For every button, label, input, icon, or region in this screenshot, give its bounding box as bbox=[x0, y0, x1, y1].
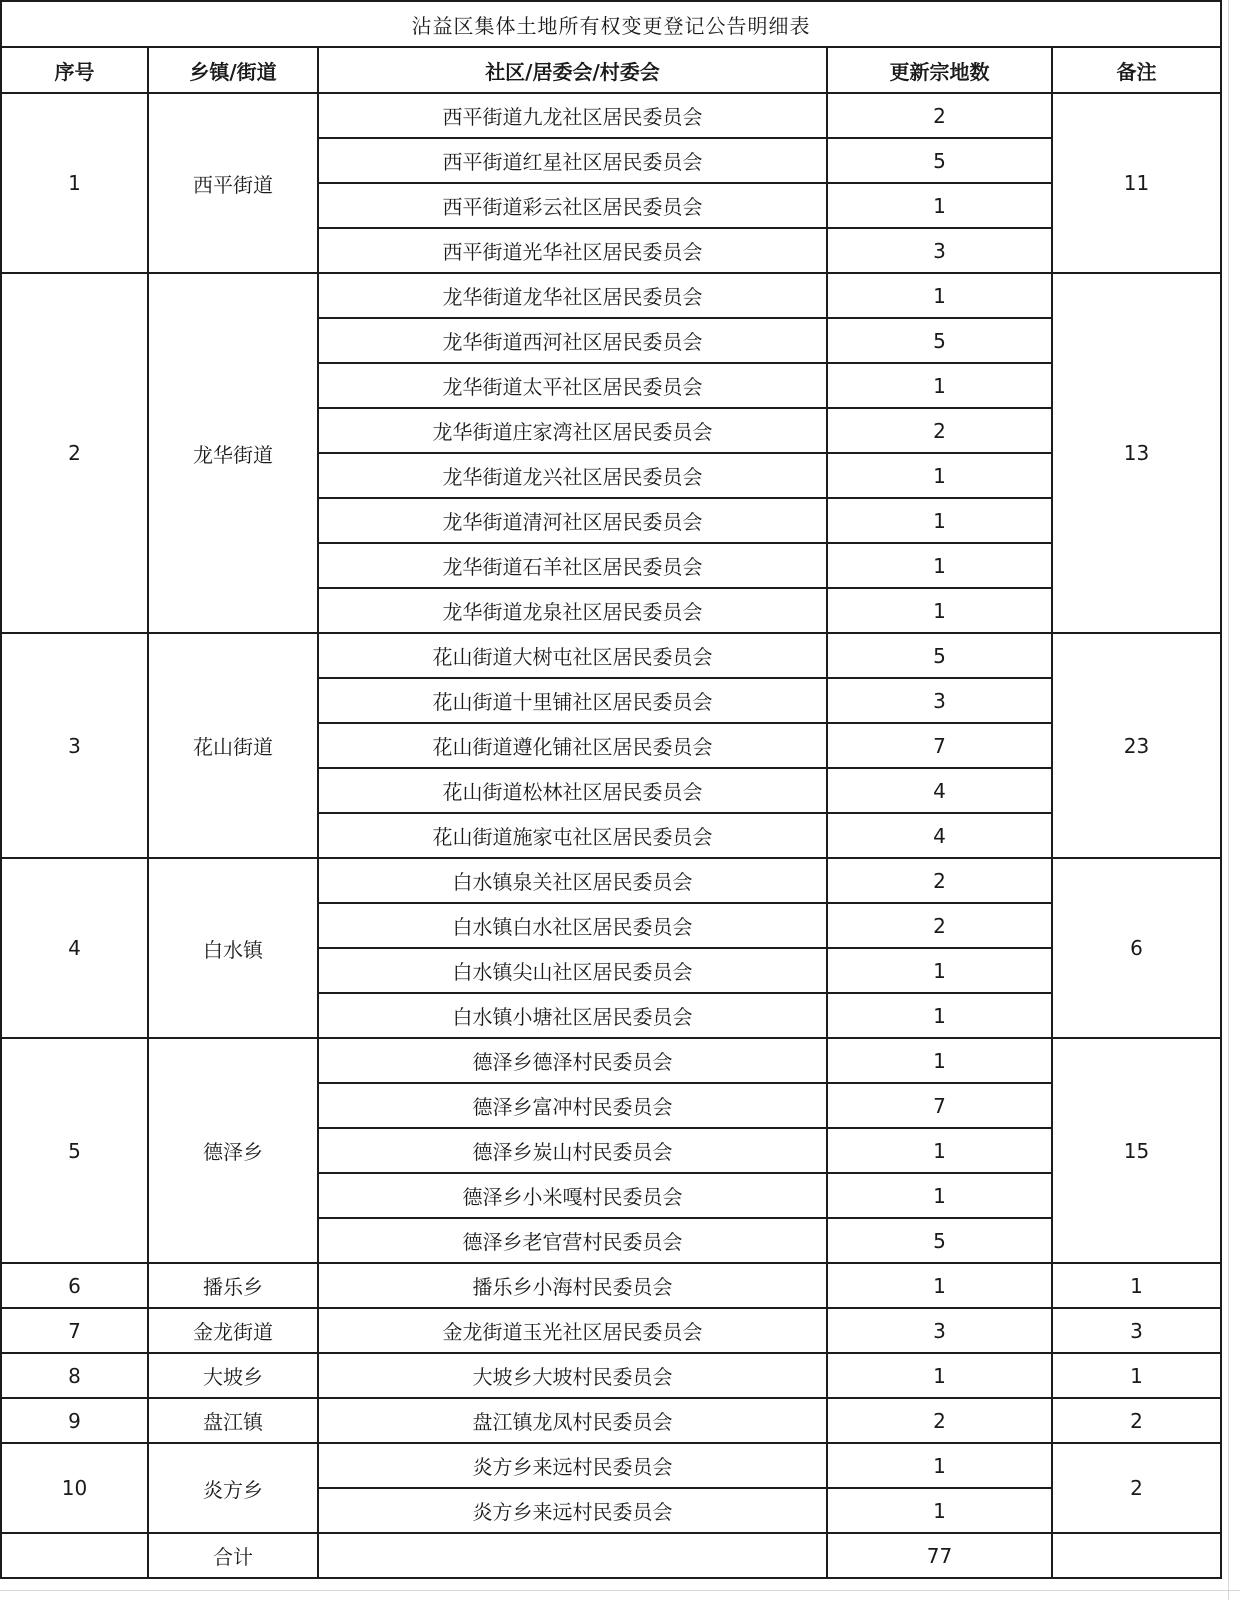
row-count: 1 bbox=[827, 498, 1052, 543]
row-count: 1 bbox=[827, 543, 1052, 588]
header-count: 更新宗地数 bbox=[827, 47, 1052, 93]
row-town: 播乐乡 bbox=[148, 1263, 318, 1308]
row-count: 2 bbox=[827, 1398, 1052, 1443]
table-body bbox=[1, 93, 1221, 1578]
table-row bbox=[1, 1263, 1221, 1308]
row-count: 5 bbox=[827, 138, 1052, 183]
table-row bbox=[1, 1038, 1221, 1083]
row-community: 德泽乡炭山村民委员会 bbox=[318, 1128, 827, 1173]
table-row bbox=[1, 1398, 1221, 1443]
row-no: 4 bbox=[1, 858, 148, 1038]
row-count: 3 bbox=[827, 228, 1052, 273]
row-community: 白水镇泉关社区居民委员会 bbox=[318, 858, 827, 903]
row-no: 2 bbox=[1, 273, 148, 633]
row-town: 白水镇 bbox=[148, 858, 318, 1038]
row-community: 西平街道光华社区居民委员会 bbox=[318, 228, 827, 273]
row-community: 炎方乡来远村民委员会 bbox=[318, 1488, 827, 1533]
row-count: 5 bbox=[827, 1218, 1052, 1263]
row-count: 1 bbox=[827, 588, 1052, 633]
row-community: 花山街道施家屯社区居民委员会 bbox=[318, 813, 827, 858]
row-no: 7 bbox=[1, 1308, 148, 1353]
row-community: 大坡乡大坡村民委员会 bbox=[318, 1353, 827, 1398]
row-count: 4 bbox=[827, 813, 1052, 858]
row-count: 1 bbox=[827, 1128, 1052, 1173]
sheet-gridline bbox=[1228, 0, 1229, 1600]
row-note: 23 bbox=[1052, 633, 1221, 858]
row-note: 6 bbox=[1052, 858, 1221, 1038]
total-no-cell bbox=[1, 1533, 148, 1578]
table-row bbox=[1, 273, 1221, 318]
table-row bbox=[1, 93, 1221, 138]
row-note: 2 bbox=[1052, 1398, 1221, 1443]
row-note: 1 bbox=[1052, 1263, 1221, 1308]
row-no: 9 bbox=[1, 1398, 148, 1443]
row-count: 2 bbox=[827, 408, 1052, 453]
row-community: 炎方乡来远村民委员会 bbox=[318, 1443, 827, 1488]
row-community: 白水镇白水社区居民委员会 bbox=[318, 903, 827, 948]
row-town: 西平街道 bbox=[148, 93, 318, 273]
row-community: 龙华街道清河社区居民委员会 bbox=[318, 498, 827, 543]
row-count: 1 bbox=[827, 1038, 1052, 1083]
row-town: 花山街道 bbox=[148, 633, 318, 858]
row-community: 龙华街道西河社区居民委员会 bbox=[318, 318, 827, 363]
row-count: 3 bbox=[827, 1308, 1052, 1353]
row-count: 7 bbox=[827, 1083, 1052, 1128]
row-no: 6 bbox=[1, 1263, 148, 1308]
row-count: 2 bbox=[827, 903, 1052, 948]
row-count: 7 bbox=[827, 723, 1052, 768]
row-community: 播乐乡小海村民委员会 bbox=[318, 1263, 827, 1308]
row-no: 1 bbox=[1, 93, 148, 273]
row-town: 德泽乡 bbox=[148, 1038, 318, 1263]
header-no: 序号 bbox=[1, 47, 148, 93]
row-count: 2 bbox=[827, 858, 1052, 903]
table-row bbox=[1, 633, 1221, 678]
row-count: 5 bbox=[827, 318, 1052, 363]
row-count: 1 bbox=[827, 993, 1052, 1038]
row-community: 金龙街道玉光社区居民委员会 bbox=[318, 1308, 827, 1353]
row-count: 1 bbox=[827, 1353, 1052, 1398]
row-count: 1 bbox=[827, 1173, 1052, 1218]
table-row bbox=[1, 1353, 1221, 1398]
header-community: 社区/居委会/村委会 bbox=[318, 47, 827, 93]
header-town: 乡镇/街道 bbox=[148, 47, 318, 93]
row-community: 西平街道九龙社区居民委员会 bbox=[318, 93, 827, 138]
total-count: 77 bbox=[827, 1533, 1052, 1578]
row-community: 白水镇小塘社区居民委员会 bbox=[318, 993, 827, 1038]
header-note: 备注 bbox=[1052, 47, 1221, 93]
row-count: 4 bbox=[827, 768, 1052, 813]
total-label: 合计 bbox=[148, 1533, 318, 1578]
row-count: 5 bbox=[827, 633, 1052, 678]
row-count: 1 bbox=[827, 453, 1052, 498]
row-community: 龙华街道庄家湾社区居民委员会 bbox=[318, 408, 827, 453]
row-note: 13 bbox=[1052, 273, 1221, 633]
row-no: 10 bbox=[1, 1443, 148, 1533]
row-community: 花山街道遵化铺社区居民委员会 bbox=[318, 723, 827, 768]
total-row bbox=[1, 1533, 1221, 1578]
row-town: 炎方乡 bbox=[148, 1443, 318, 1533]
row-community: 西平街道红星社区居民委员会 bbox=[318, 138, 827, 183]
sheet-gridline bbox=[0, 1590, 1240, 1591]
table-row bbox=[1, 1308, 1221, 1353]
row-count: 1 bbox=[827, 1443, 1052, 1488]
row-community: 盘江镇龙凤村民委员会 bbox=[318, 1398, 827, 1443]
row-count: 1 bbox=[827, 1488, 1052, 1533]
total-community-cell bbox=[318, 1533, 827, 1578]
table-title: 沾益区集体土地所有权变更登记公告明细表 bbox=[1, 1, 1221, 47]
row-community: 花山街道松林社区居民委员会 bbox=[318, 768, 827, 813]
row-community: 德泽乡小米嘎村民委员会 bbox=[318, 1173, 827, 1218]
row-note: 1 bbox=[1052, 1353, 1221, 1398]
row-community: 德泽乡老官营村民委员会 bbox=[318, 1218, 827, 1263]
row-community: 龙华街道龙华社区居民委员会 bbox=[318, 273, 827, 318]
row-community: 德泽乡德泽村民委员会 bbox=[318, 1038, 827, 1083]
row-community: 花山街道十里铺社区居民委员会 bbox=[318, 678, 827, 723]
row-community: 西平街道彩云社区居民委员会 bbox=[318, 183, 827, 228]
row-no: 8 bbox=[1, 1353, 148, 1398]
row-community: 德泽乡富冲村民委员会 bbox=[318, 1083, 827, 1128]
row-town: 大坡乡 bbox=[148, 1353, 318, 1398]
row-community: 龙华街道龙兴社区居民委员会 bbox=[318, 453, 827, 498]
row-count: 1 bbox=[827, 948, 1052, 993]
row-count: 1 bbox=[827, 1263, 1052, 1308]
row-community: 花山街道大树屯社区居民委员会 bbox=[318, 633, 827, 678]
row-count: 2 bbox=[827, 93, 1052, 138]
row-note: 15 bbox=[1052, 1038, 1221, 1263]
row-community: 龙华街道太平社区居民委员会 bbox=[318, 363, 827, 408]
row-note: 11 bbox=[1052, 93, 1221, 273]
row-town: 盘江镇 bbox=[148, 1398, 318, 1443]
row-count: 1 bbox=[827, 183, 1052, 228]
row-count: 3 bbox=[827, 678, 1052, 723]
row-town: 龙华街道 bbox=[148, 273, 318, 633]
row-note: 2 bbox=[1052, 1443, 1221, 1533]
table-row bbox=[1, 1443, 1221, 1488]
row-count: 1 bbox=[827, 273, 1052, 318]
total-note-cell bbox=[1052, 1533, 1221, 1578]
row-community: 白水镇尖山社区居民委员会 bbox=[318, 948, 827, 993]
table-row bbox=[1, 858, 1221, 903]
row-no: 5 bbox=[1, 1038, 148, 1263]
row-community: 龙华街道龙泉社区居民委员会 bbox=[318, 588, 827, 633]
row-town: 金龙街道 bbox=[148, 1308, 318, 1353]
row-no: 3 bbox=[1, 633, 148, 858]
row-community: 龙华街道石羊社区居民委员会 bbox=[318, 543, 827, 588]
row-count: 1 bbox=[827, 363, 1052, 408]
row-note: 3 bbox=[1052, 1308, 1221, 1353]
